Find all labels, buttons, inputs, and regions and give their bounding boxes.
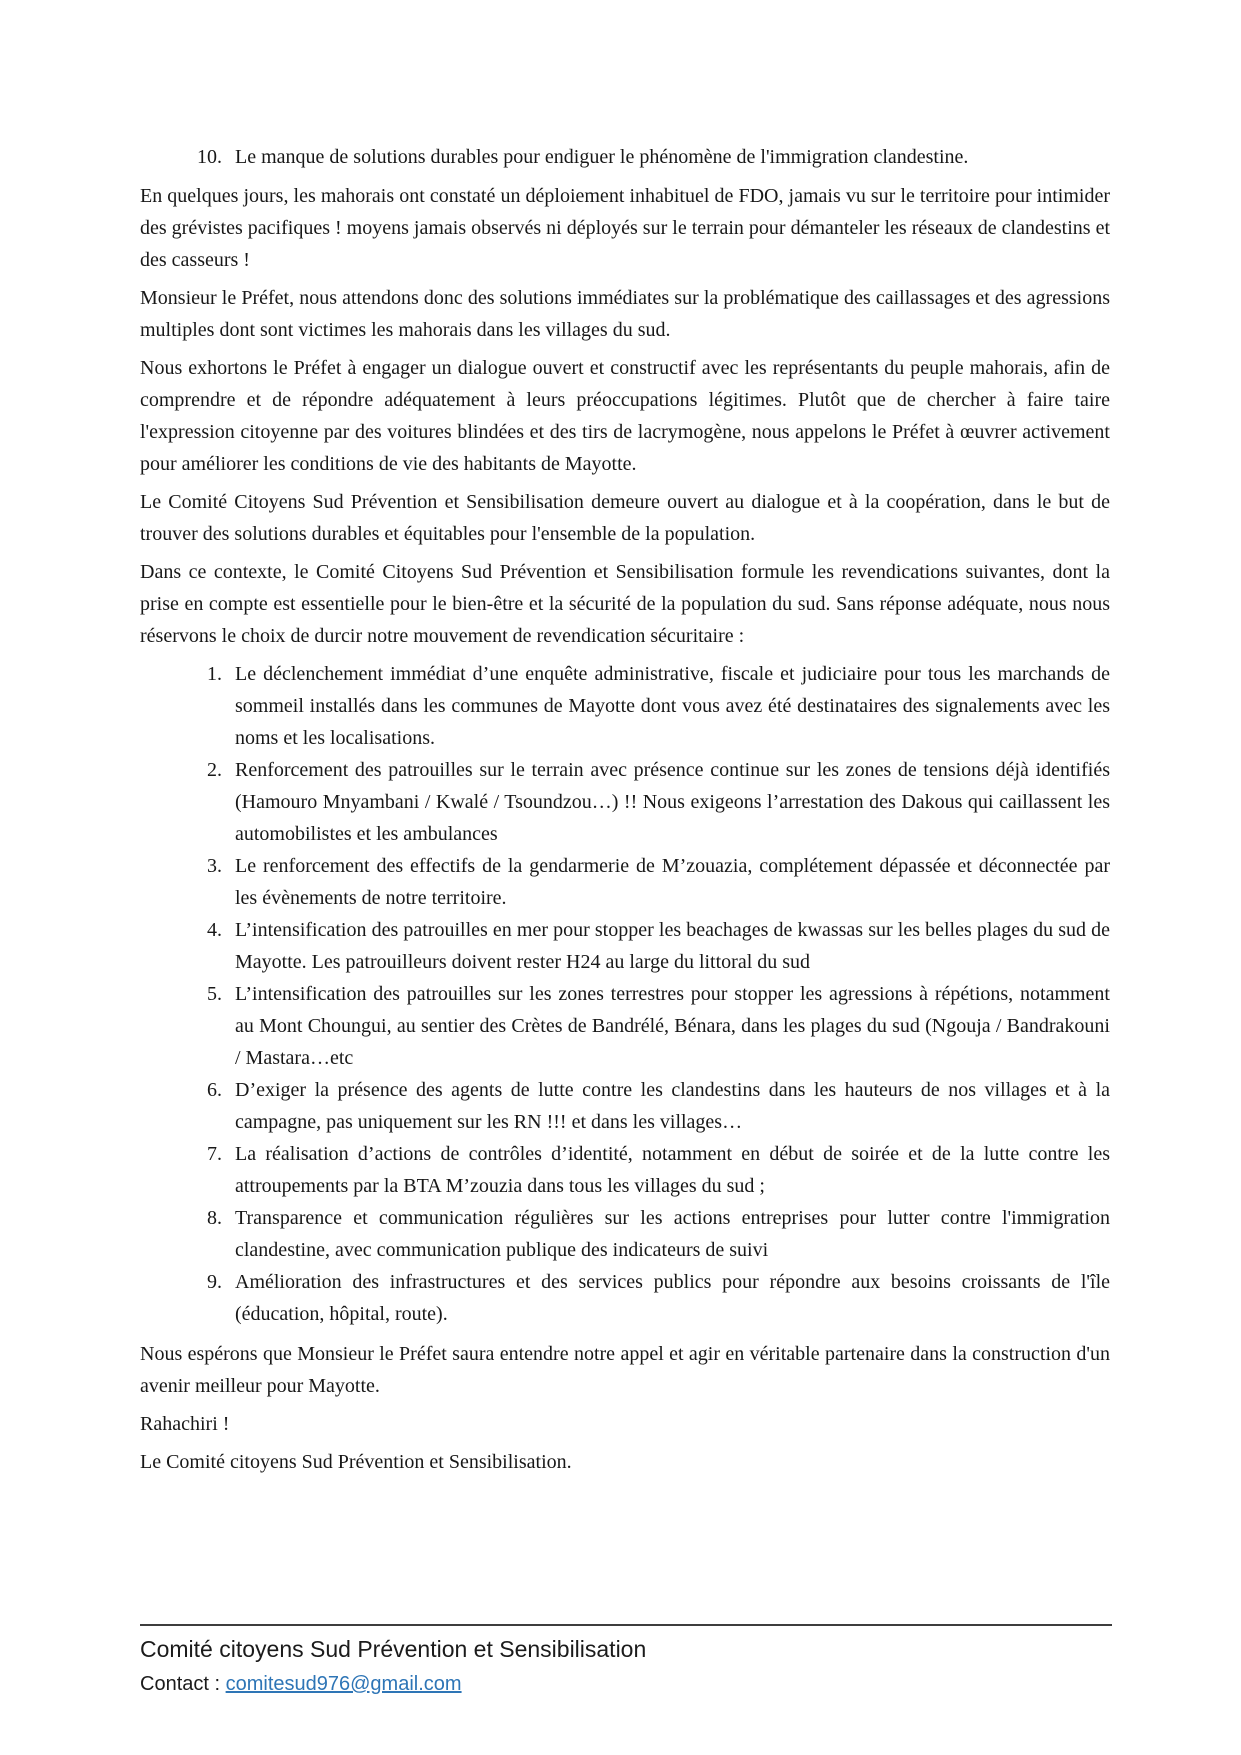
list-item-text: Le renforcement des effectifs de la gendarmerie de M’zouazia, complétement dépassée et déconnectée par les évènements de notre territoire. bbox=[235, 855, 1110, 909]
demand-item bbox=[140, 658, 1110, 754]
page-footer bbox=[140, 1624, 1112, 1698]
list-item-number: 6. bbox=[207, 1079, 222, 1101]
paragraph-comite-dialogue: Le Comité Citoyens Sud Prévention et Sensibilisation demeure ouvert au dialogue et à la coopération, dans le but de trouver des solutions durables et équitables pour l'ensemble de la population. bbox=[140, 491, 1110, 545]
list-item-text: Amélioration des infrastructures et des services publics pour répondre aux besoins croissants de l'île (éducation, hôpital, route). bbox=[235, 1271, 1110, 1325]
paragraph-solutions-immediates: Monsieur le Préfet, nous attendons donc des solutions immédiates sur la problématique des caillassages et des agressions multiples dont sont victimes les mahorais dans les villages du sud. bbox=[140, 287, 1110, 341]
list-item-number: 10. bbox=[197, 146, 222, 168]
demand-item bbox=[140, 978, 1110, 1074]
list-item-text: Renforcement des patrouilles sur le terrain avec présence continue sur les zones de tensions déjà identifiés (Hamouro Mnyambani / Kwalé / Tsoundzou…) !! Nous exigeons l’arrestation des Dakous qui caillassent les automobilistes et les ambulances bbox=[235, 759, 1110, 845]
footer-separator bbox=[140, 1624, 1112, 1626]
demands-list bbox=[140, 658, 1110, 1330]
demand-item bbox=[140, 754, 1110, 850]
demand-item bbox=[140, 1202, 1110, 1266]
list-item-text: Transparence et communication régulières sur les actions entreprises pour lutter contre l'immigration clandestine, avec communication publique des indicateurs de suivi bbox=[235, 1207, 1110, 1261]
footer-organization: Comité citoyens Sud Prévention et Sensibilisation bbox=[140, 1636, 647, 1662]
list-item-number: 3. bbox=[207, 855, 222, 877]
demand-item bbox=[140, 1138, 1110, 1202]
paragraph-signature: Le Comité citoyens Sud Prévention et Sensibilisation. bbox=[140, 1451, 572, 1473]
letter-body bbox=[140, 141, 1110, 1484]
list-item-text: Le déclenchement immédiat d’une enquête administrative, fiscale et judiciaire pour tous les marchands de sommeil installés dans les communes de Mayotte dont vous avez été destinataires des signalements avec les noms et les localisations. bbox=[235, 663, 1110, 749]
demand-item bbox=[140, 914, 1110, 978]
paragraph-revendications-intro: Dans ce contexte, le Comité Citoyens Sud Prévention et Sensibilisation formule les revendications suivantes, dont la prise en compte est essentielle pour le bien-être et la sécurité de la population du sud. Sans réponse adéquate, nous nous réservons le choix de durcir notre mouvement de revendication sécuritaire : bbox=[140, 561, 1110, 647]
list-item-text: Le manque de solutions durables pour endiguer le phénomène de l'immigration clandestine. bbox=[235, 146, 969, 168]
list-item-number: 1. bbox=[207, 663, 222, 685]
list-item-number: 5. bbox=[207, 983, 222, 1005]
list-item-number: 2. bbox=[207, 759, 222, 781]
list-item-number: 9. bbox=[207, 1271, 222, 1293]
demand-item bbox=[140, 1074, 1110, 1138]
contact-label: Contact : bbox=[140, 1673, 226, 1695]
list-item-number: 8. bbox=[207, 1207, 222, 1229]
list-item-text: D’exiger la présence des agents de lutte contre les clandestins dans les hauteurs de nos villages et à la campagne, pas uniquement sur les RN !!! et dans les villages… bbox=[235, 1079, 1110, 1133]
list-item-text: L’intensification des patrouilles en mer pour stopper les beachages de kwassas sur les belles plages du sud de Mayotte. Les patrouilleurs doivent rester H24 au large du littoral du sud bbox=[235, 919, 1110, 973]
demand-item bbox=[140, 1266, 1110, 1330]
list-item-text: L’intensification des patrouilles sur les zones terrestres pour stopper les agressions à répétions, notamment au Mont Choungui, au sentier des Crètes de Bandrélé, Bénara, dans les plages du sud (Ngouja / Bandrakouni / Mastara…etc bbox=[235, 983, 1110, 1069]
footer-contact-line bbox=[140, 1670, 1112, 1698]
paragraph-deploiement-fdo: En quelques jours, les mahorais ont constaté un déploiement inhabituel de FDO, jamais vu sur le territoire pour intimider des grévistes pacifiques ! moyens jamais observés ni déployés sur le terrain pour démanteler les réseaux de clandestins et des casseurs ! bbox=[140, 185, 1110, 271]
paragraph-rahachiri: Rahachiri ! bbox=[140, 1413, 230, 1435]
list-item-number: 4. bbox=[207, 919, 222, 941]
list-item-text: La réalisation d’actions de contrôles d’identité, notamment en début de soirée et de la lutte contre les attroupements par la BTA M’zouzia dans tous les villages du sud ; bbox=[235, 1143, 1110, 1197]
paragraph-esperons: Nous espérons que Monsieur le Préfet saura entendre notre appel et agir en véritable partenaire dans la construction d'un avenir meilleur pour Mayotte. bbox=[140, 1343, 1110, 1397]
paragraph-exhortation-prefet: Nous exhortons le Préfet à engager un dialogue ouvert et constructif avec les représentants du peuple mahorais, afin de comprendre et de répondre adéquatement à leurs préoccupations légitimes. Plutôt que de chercher à faire taire l'expression citoyenne par des voitures blindées et des tirs de lacrymogène, nous appelons le Préfet à œuvrer activement pour améliorer les conditions de vie des habitants de Mayotte. bbox=[140, 357, 1110, 475]
email-link[interactable]: comitesud976@gmail.com bbox=[225, 1673, 462, 1695]
demand-item bbox=[140, 850, 1110, 914]
list-item-number: 7. bbox=[207, 1143, 222, 1165]
list-item-10 bbox=[140, 141, 1110, 173]
